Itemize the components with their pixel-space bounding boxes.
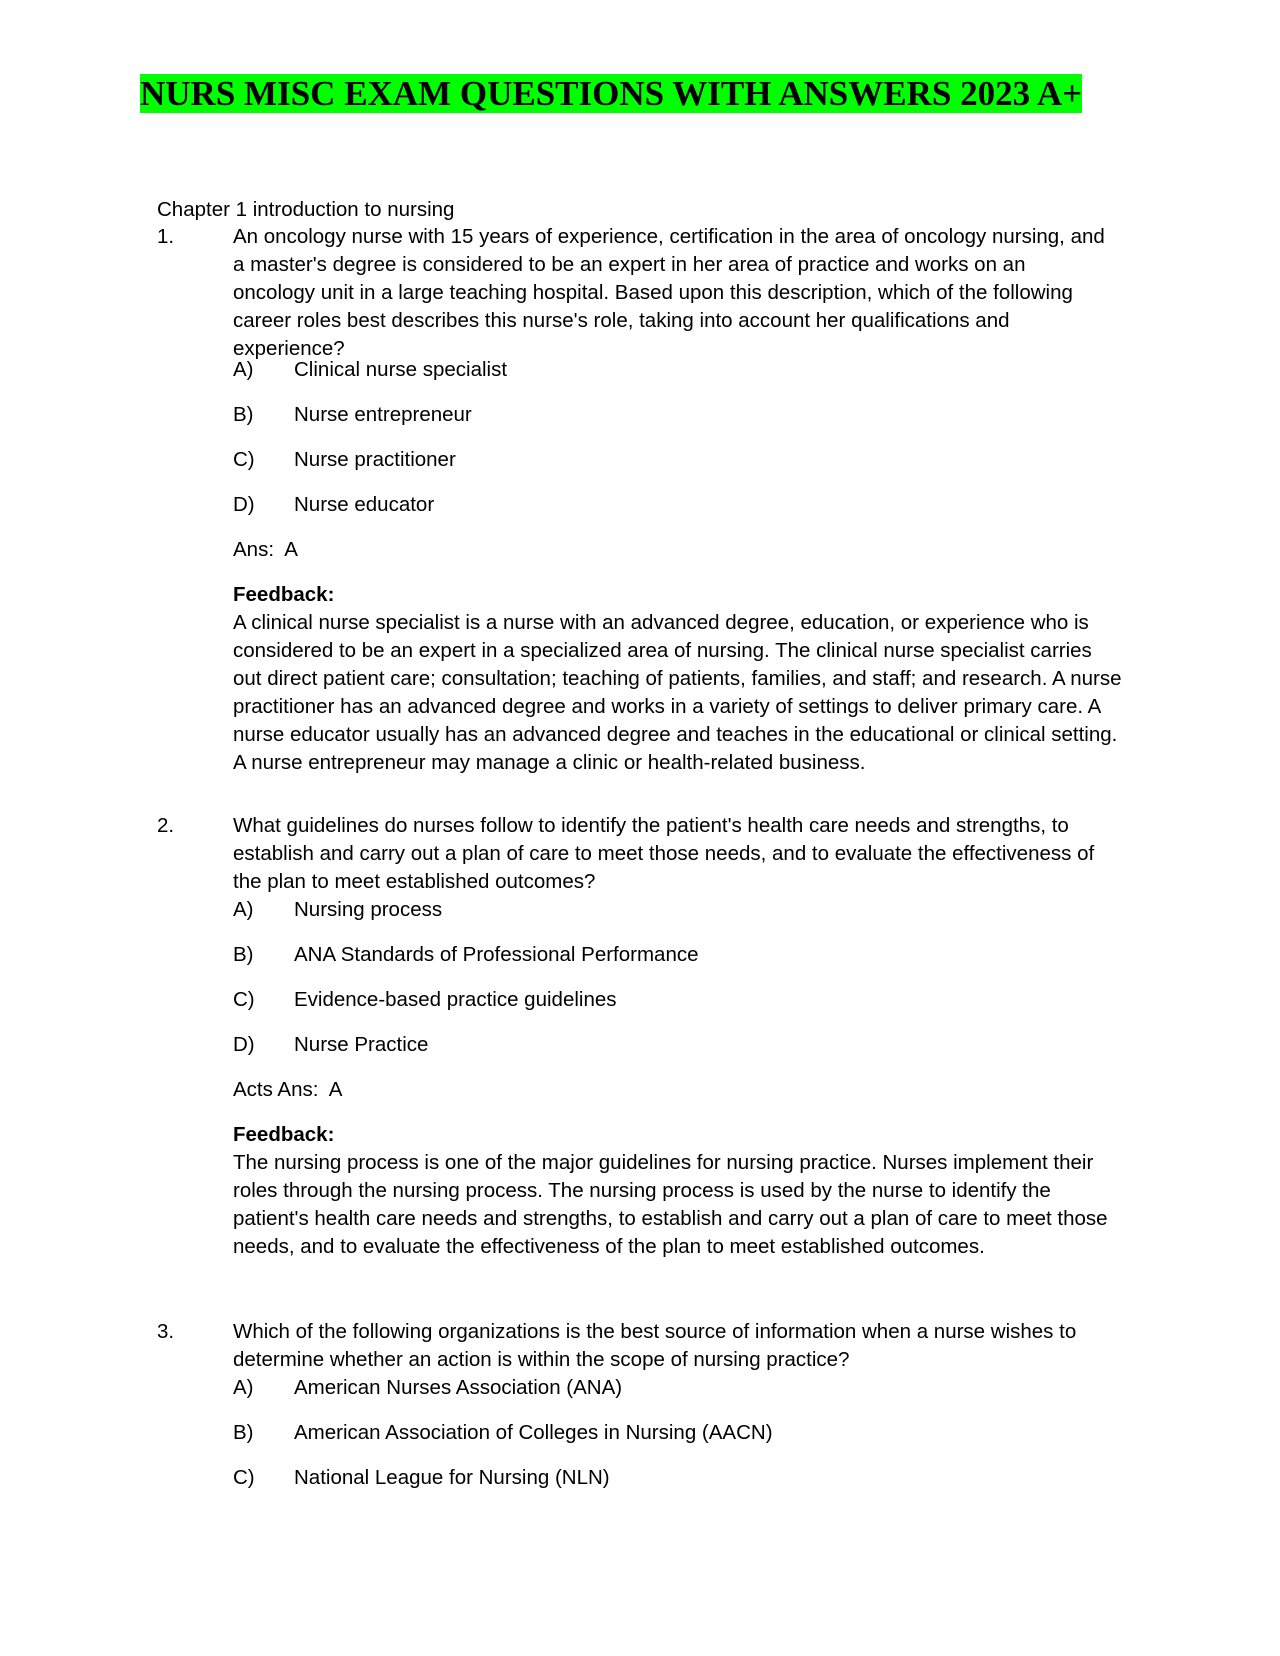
question-number: 2. (157, 814, 175, 837)
option-b (233, 1419, 773, 1447)
option-letter: C) (233, 988, 255, 1011)
option-c (233, 1464, 610, 1492)
question-text: Which of the following organizations is the best source of information when a nurse wishes to determine whether an action is within the scope of nursing practice? (233, 1320, 1077, 1371)
option-letter: B) (233, 943, 254, 966)
option-text: Nurse educator (294, 493, 435, 516)
option-a (233, 1374, 622, 1402)
option-text: Clinical nurse specialist (294, 358, 508, 381)
option-letter: D) (233, 493, 255, 516)
option-d (233, 491, 434, 519)
option-letter: D) (233, 1033, 255, 1056)
feedback-label: Feedback: (233, 1123, 335, 1146)
chapter-heading: Chapter 1 introduction to nursing (157, 198, 455, 221)
option-letter: B) (233, 403, 254, 426)
option-letter: C) (233, 448, 255, 471)
feedback-label: Feedback: (233, 583, 335, 606)
option-text: American Nurses Association (ANA) (294, 1376, 623, 1399)
option-a (233, 896, 442, 924)
option-text: Nurse entrepreneur (294, 403, 472, 426)
answer-line: Ans: A (233, 538, 298, 561)
option-d (233, 1031, 428, 1059)
option-text: Nurse Practice (294, 1033, 429, 1056)
question-number: 3. (157, 1320, 175, 1343)
option-a (233, 356, 507, 384)
option-text: Evidence-based practice guidelines (294, 988, 617, 1011)
option-c (233, 986, 617, 1014)
option-text: Nurse practitioner (294, 448, 456, 471)
option-text: ANA Standards of Professional Performance (294, 943, 699, 966)
option-b (233, 941, 699, 969)
document-title-text: NURS MISC EXAM QUESTIONS WITH ANSWERS 2023 A+ (140, 74, 1083, 113)
option-letter: B) (233, 1421, 254, 1444)
question-text: An oncology nurse with 15 years of experience, certification in the area of oncology nursing, and a master's degree is considered to be an expert in her area of practice and works on an oncology unit in a large teaching hospital. Based upon this description, which of the following career roles best describes this nurse's role, taking into account her qualifications and experience? (233, 225, 1105, 360)
option-text: American Association of Colleges in Nursing (AACN) (294, 1421, 773, 1444)
feedback-text: The nursing process is one of the major guidelines for nursing practice. Nurses implement their roles through the nursing process. The nursing process is used by the nurse to identify the patient's health care needs and strengths, to establish and carry out a plan of care to meet those needs, and to evaluate the effectiveness of the plan to meet established outcomes. (233, 1151, 1108, 1258)
option-text: Nursing process (294, 898, 443, 921)
option-text: National League for Nursing (NLN) (294, 1466, 610, 1489)
option-letter: C) (233, 1466, 255, 1489)
answer-line: Acts Ans: A (233, 1078, 343, 1101)
document-title (140, 74, 1130, 114)
question-text: What guidelines do nurses follow to identify the patient's health care needs and strengths, to establish and carry out a plan of care to meet those needs, and to evaluate the effectiveness of the plan to meet established outcomes? (233, 814, 1095, 893)
question-number: 1. (157, 225, 175, 248)
option-letter: A) (233, 898, 254, 921)
option-letter: A) (233, 1376, 254, 1399)
option-letter: A) (233, 358, 254, 381)
feedback-text: A clinical nurse specialist is a nurse with an advanced degree, education, or experience who is considered to be an expert in a specialized area of nursing. The clinical nurse specialist carries out direct patient care; consultation; teaching of patients, families, and staff; and research. A nurse practitioner has an advanced degree and works in a variety of settings to deliver primary care. A nurse educator usually has an advanced degree and teaches in the educational or clinical setting. A nurse entrepreneur may manage a clinic or health-related business. (233, 611, 1122, 774)
option-b (233, 401, 472, 429)
option-c (233, 446, 456, 474)
